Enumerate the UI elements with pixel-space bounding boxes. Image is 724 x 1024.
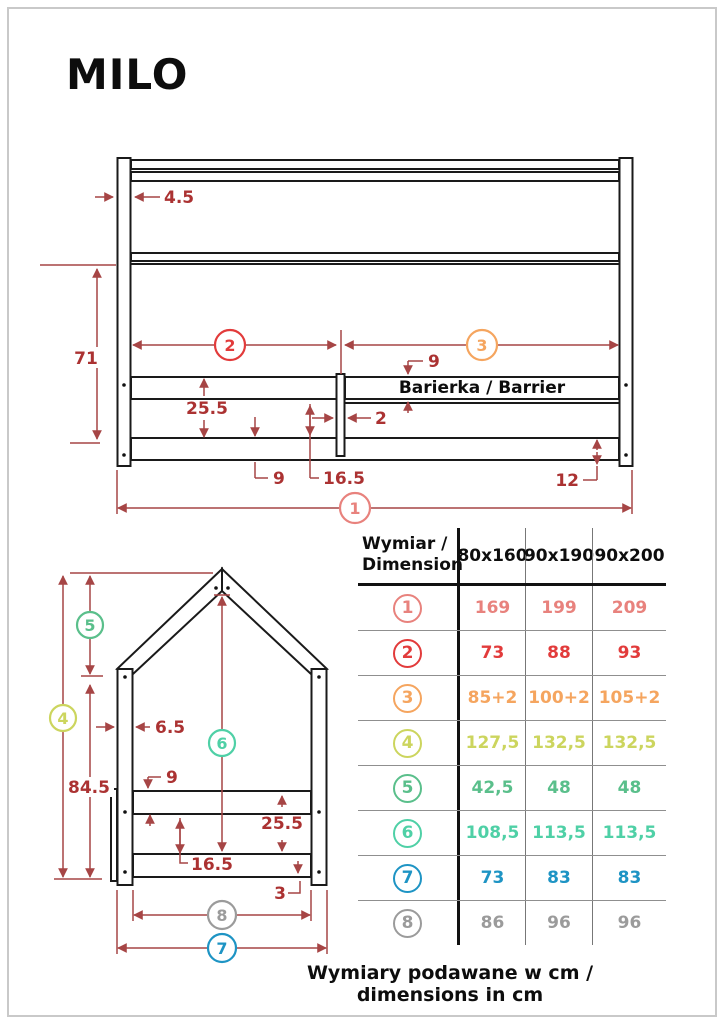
svg-text:3: 3 [274, 884, 286, 904]
svg-text:6: 6 [216, 734, 228, 753]
column-header: 90x190 [525, 528, 592, 583]
units-note: Wymiary podawane w cm / dimensions in cm [306, 962, 594, 1006]
svg-text:2: 2 [224, 336, 236, 355]
svg-text:9: 9 [428, 352, 440, 372]
row-ref-badge: 3 [393, 684, 422, 713]
table-row [358, 676, 666, 721]
page-title: MILO [66, 50, 189, 99]
left-roof-beam [117, 569, 222, 674]
dim-ref-2 [133, 330, 336, 360]
svg-text:4.5: 4.5 [164, 188, 195, 208]
table-cell: 83 [592, 856, 666, 900]
svg-text:16.5: 16.5 [323, 469, 365, 489]
table-cell: 169 [457, 586, 525, 630]
table-cell: 83 [525, 856, 592, 900]
table-cell: 96 [592, 901, 666, 945]
front-view-drawing [0, 555, 360, 965]
side-view-drawing [0, 140, 724, 530]
row-ref-badge: 1 [393, 594, 422, 623]
table-row [358, 766, 666, 811]
table-corner-label: Wymiar / Dimension [362, 534, 464, 575]
row-ref-badge: 2 [393, 639, 422, 668]
svg-text:6.5: 6.5 [155, 718, 186, 738]
dim-post-width [95, 188, 194, 208]
svg-text:16.5: 16.5 [191, 855, 233, 875]
table-row [358, 631, 666, 676]
dim-ref-5 [77, 576, 103, 676]
table-cell: 86 [457, 901, 525, 945]
table-row [358, 811, 666, 856]
row-ref-badge: 8 [393, 909, 422, 938]
row-ref-badge: 5 [393, 774, 422, 803]
table-cell: 132,5 [525, 721, 592, 765]
table-cell: 100+2 [525, 676, 592, 720]
column-header: 90x200 [592, 528, 666, 583]
dim-height-71 [40, 265, 116, 443]
svg-text:7: 7 [216, 939, 228, 958]
table-cell: 42,5 [457, 766, 525, 810]
table-row [358, 721, 666, 766]
side-plank [111, 789, 117, 881]
table-header [358, 528, 666, 586]
left-post [118, 158, 131, 466]
row-ref-badge: 7 [393, 864, 422, 893]
table-cell: 105+2 [592, 676, 666, 720]
svg-text:25.5: 25.5 [186, 399, 228, 419]
right-post [620, 158, 633, 466]
svg-text:1: 1 [349, 499, 361, 518]
dim-ref-4 [50, 576, 76, 877]
svg-text:8: 8 [216, 906, 228, 925]
table-row [358, 586, 666, 631]
svg-text:84.5: 84.5 [68, 778, 110, 798]
table-cell: 108,5 [457, 811, 525, 855]
left-wall [118, 669, 133, 885]
dim-ref-3 [341, 330, 618, 374]
right-wall [312, 669, 327, 885]
dim-divider-2 [312, 409, 387, 429]
table-cell: 96 [525, 901, 592, 945]
table-cell: 48 [592, 766, 666, 810]
svg-text:9: 9 [273, 469, 285, 489]
table-cell: 199 [525, 586, 592, 630]
column-header: 80x160 [457, 528, 525, 583]
dimension-table [358, 528, 666, 945]
table-cell: 93 [592, 631, 666, 675]
table-cell: 127,5 [457, 721, 525, 765]
svg-text:2: 2 [375, 409, 387, 429]
svg-text:12: 12 [555, 471, 579, 491]
table-row [358, 856, 666, 901]
svg-text:71: 71 [74, 349, 98, 369]
table-cell: 209 [592, 586, 666, 630]
table-cell: 113,5 [592, 811, 666, 855]
table-cell: 73 [457, 631, 525, 675]
table-row [358, 901, 666, 945]
svg-text:4: 4 [57, 709, 69, 728]
dim-wall-thickness [96, 718, 185, 738]
row-ref-badge: 4 [393, 729, 422, 758]
table-cell: 88 [525, 631, 592, 675]
table-cell: 48 [525, 766, 592, 810]
dim-rail-gap-16-5 [180, 818, 236, 875]
svg-text:3: 3 [476, 336, 488, 355]
table-cell: 73 [457, 856, 525, 900]
barrier-divider [337, 374, 345, 456]
svg-text:5: 5 [84, 616, 96, 635]
right-roof-beam [222, 569, 327, 674]
svg-text:9: 9 [166, 768, 178, 788]
table-cell: 85+2 [457, 676, 525, 720]
row-ref-badge: 6 [393, 819, 422, 848]
svg-text:25.5: 25.5 [261, 814, 303, 834]
table-cell: 132,5 [592, 721, 666, 765]
table-cell: 113,5 [525, 811, 592, 855]
barrier-label: Barierka / Barrier [398, 378, 566, 398]
